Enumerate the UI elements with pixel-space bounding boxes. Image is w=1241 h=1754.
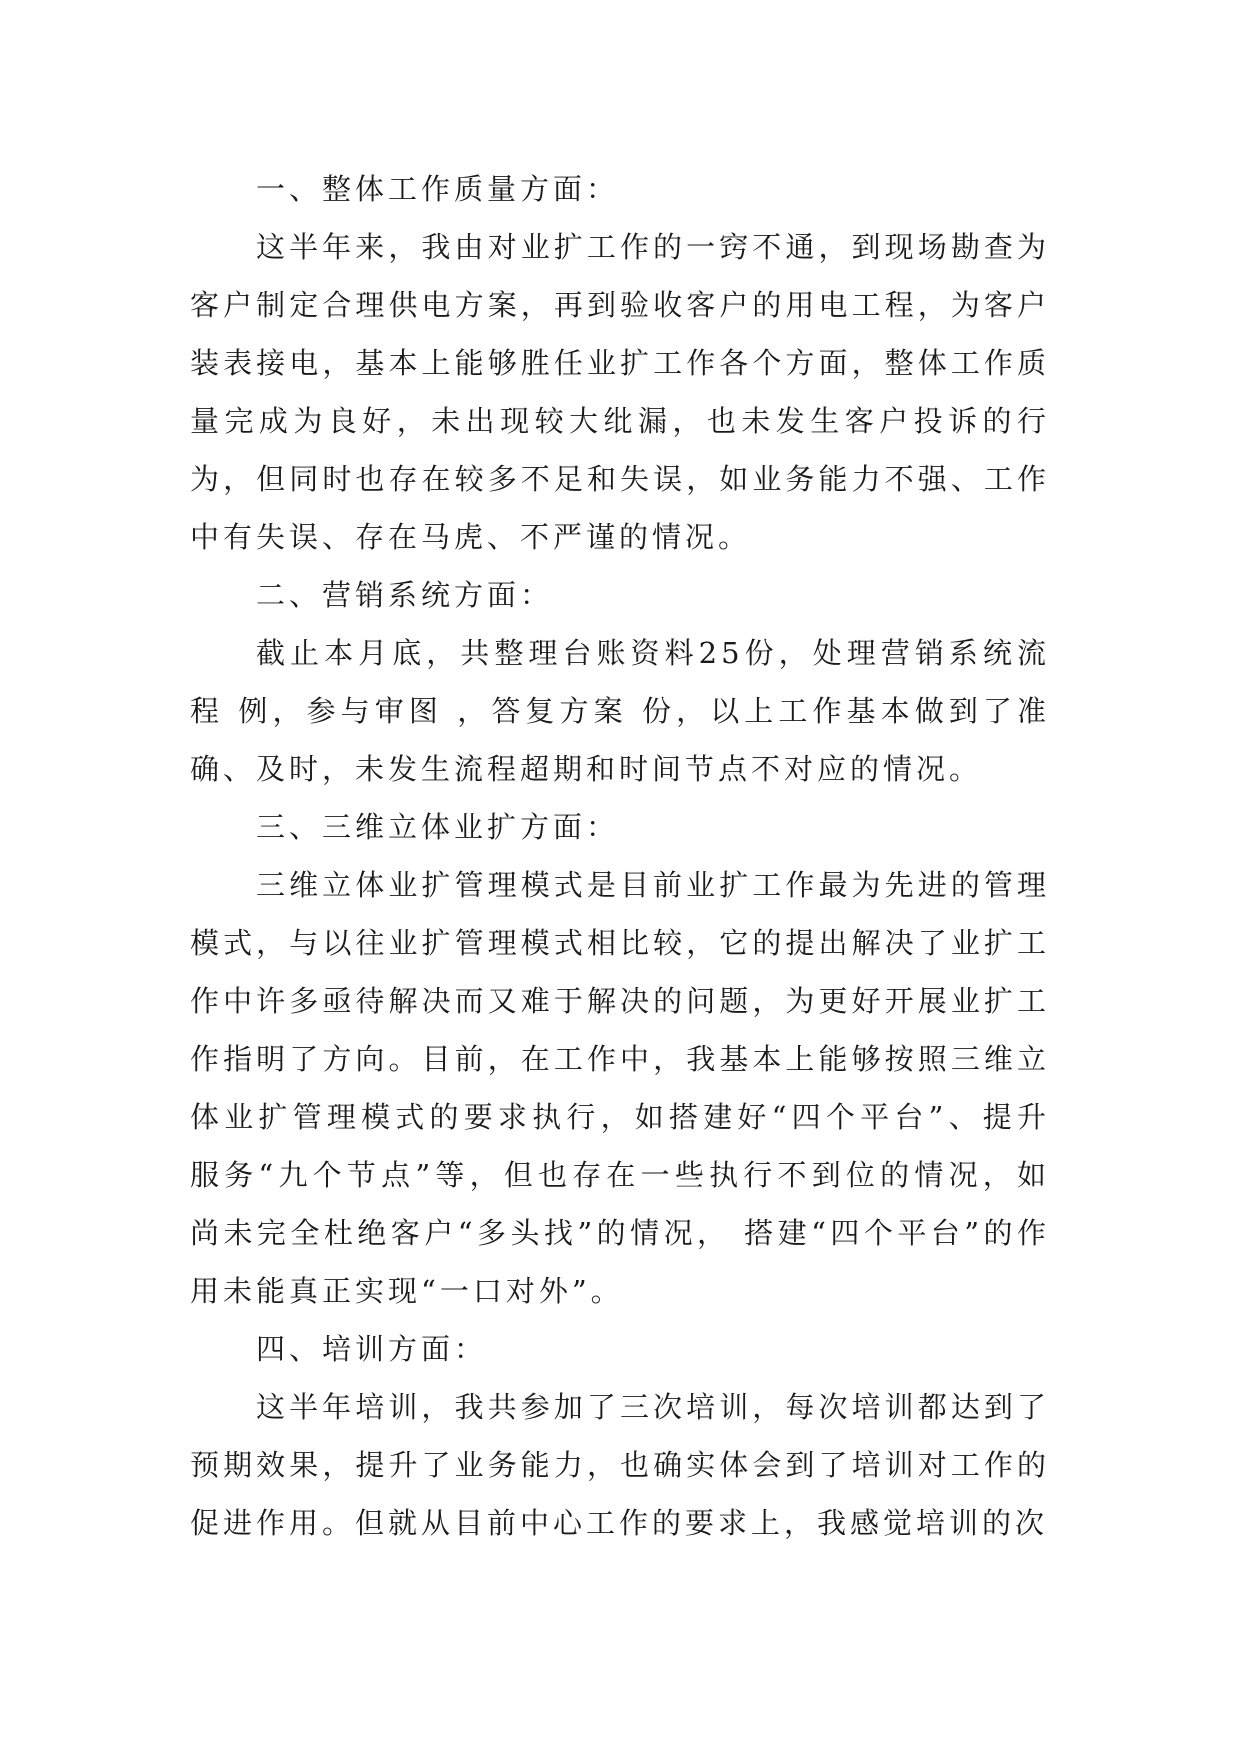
section-paragraph-2: 截止本月底，共整理台账资料25份，处理营销系统流程 例，参与审图 ，答复方案 份，以上工作基本做到了准确、及时，未发生流程超期和时间节点不对应的情况。 (190, 636, 1050, 786)
section-heading-1: 一、整体工作质量方面： (256, 172, 620, 206)
section-heading-4: 四、培训方面： (256, 1332, 488, 1366)
section-heading-3: 三、三维立体业扩方面： (256, 810, 620, 844)
section-paragraph-3: 三维立体业扩管理模式是目前业扩工作最为先进的管理模式，与以往业扩管理模式相比较，它的提出解决了业扩工作中许多亟待解决而又难于解决的问题，为更好开展业扩工作指明了方向。目前，在工作中，我基本上能够按照三维立体业扩管理模式的要求执行，如搭建好“四个平台”、提升服务“九个节点”等，但也存在一些执行不到位的情况，如尚未完全杜绝客户“多头找”的情况， 搭建“四个平台”的作用未能真正实现“一口对外”。 (190, 868, 1050, 1308)
section-paragraph-1: 这半年来，我由对业扩工作的一窍不通，到现场勘查为客户制定合理供电方案，再到验收客户的用电工程，为客户装表接电，基本上能够胜任业扩工作各个方面，整体工作质量完成为良好，未出现较大纰漏，也未发生客户投诉的行为，但同时也存在较多不足和失误，如业务能力不强、工作中有失误、存在马虎、不严谨的情况。 (190, 230, 1050, 554)
section-heading-2: 二、营销系统方面： (256, 578, 554, 612)
section-paragraph-4: 这半年培训，我共参加了三次培训，每次培训都达到了预期效果，提升了业务能力，也确实体会到了培训对工作的促进作用。但就从目前中心工作的要求上，我感觉培训的次 (190, 1390, 1050, 1540)
document-body (190, 160, 1050, 1552)
